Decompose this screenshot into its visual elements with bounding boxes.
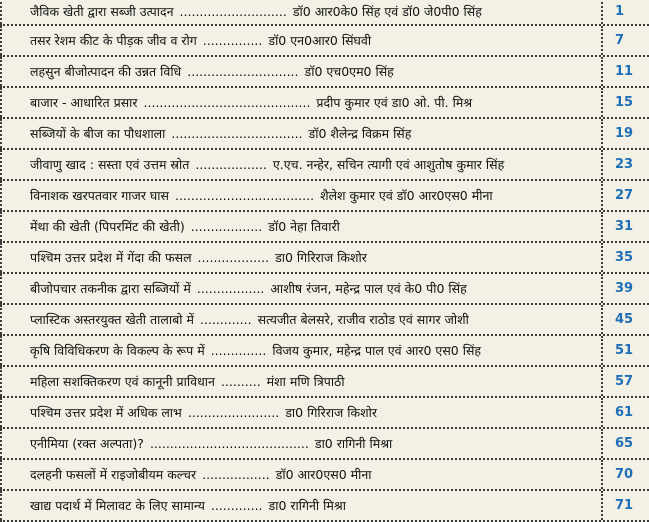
toc-entry bbox=[0, 26, 603, 55]
article-title: खाद्य पदार्थ में मिलावट के लिए सामान्य bbox=[30, 498, 205, 513]
article-author: ए.एच. नन्हेर, सचिन त्यागी एवं आशुतोष कुमार सिंह bbox=[272, 157, 505, 172]
article-title: पश्चिम उत्तर प्रदेश में अधिक लाभ bbox=[30, 405, 182, 420]
article-author: प्रदीप कुमार एवं डा0 ओ. पी. मिश्र bbox=[316, 95, 473, 110]
toc-row bbox=[0, 491, 649, 522]
page-number: 19 bbox=[615, 126, 634, 141]
toc-row bbox=[0, 305, 649, 336]
dot-leader: ....................... bbox=[187, 405, 280, 420]
page-number: 65 bbox=[615, 436, 634, 451]
page-number: 71 bbox=[615, 498, 634, 513]
toc-row bbox=[0, 119, 649, 150]
article-title: प्लास्टिक अस्तरयुक्त खेती तालाबो में bbox=[30, 312, 194, 327]
toc-row bbox=[0, 336, 649, 367]
article-title: लहसुन बीजोत्पादन की उन्नत विधि bbox=[30, 64, 182, 79]
article-author: डा0 गिरिराज किशोर bbox=[285, 405, 377, 420]
toc-entry bbox=[0, 367, 603, 396]
toc-entry bbox=[0, 305, 603, 334]
dot-leader: .............. bbox=[210, 343, 267, 358]
article-author: डॉ0 एच0एम0 सिंह bbox=[304, 64, 394, 79]
dot-leader: ............... bbox=[202, 33, 263, 48]
dot-leader: ................. bbox=[202, 467, 270, 482]
toc-row bbox=[0, 367, 649, 398]
page-number: 7 bbox=[615, 33, 625, 48]
toc-entry bbox=[0, 429, 603, 458]
article-author: डा0 रागिनी मिश्रा bbox=[268, 498, 346, 513]
article-title: दलहनी फसलों में राइजोबीयम कल्चर bbox=[30, 467, 197, 482]
article-author: विजय कुमार, महेन्द्र पाल एवं आर0 एस0 सिंह bbox=[272, 343, 482, 358]
toc-entry bbox=[0, 57, 603, 86]
article-title: पश्चिम उत्तर प्रदेश में गेंदा की फसल bbox=[30, 250, 192, 265]
article-title: जैविक खेती द्वारा सब्जी उत्पादन bbox=[30, 4, 174, 19]
article-author: सत्यजीत बेलसरे, राजीव राठोड एवं सागर जोशी bbox=[257, 312, 469, 327]
page-number: 15 bbox=[615, 95, 634, 110]
dot-leader: ................................... bbox=[174, 188, 315, 203]
dot-leader: .................. bbox=[197, 250, 270, 265]
article-author: शैलेश कुमार एवं डॉ0 आर0एस0 मीना bbox=[320, 188, 493, 203]
toc-entry bbox=[0, 460, 603, 489]
article-title: तसर रेशम कीट के पीड़क जीव व रोग bbox=[30, 33, 197, 48]
dot-leader: .......................................... bbox=[143, 95, 311, 110]
toc-row bbox=[0, 398, 649, 429]
page-number: 23 bbox=[615, 157, 634, 172]
page-number: 31 bbox=[615, 219, 634, 234]
dot-leader: .................. bbox=[190, 219, 263, 234]
article-author: डॉ0 आर0एस0 मीना bbox=[275, 467, 372, 482]
article-title: बीजोपचार तकनीक द्वारा सब्जियों में bbox=[30, 281, 191, 296]
article-author: डॉ0 शैलेन्द्र विक्रम सिंह bbox=[308, 126, 412, 141]
toc-row bbox=[0, 429, 649, 460]
toc-entry bbox=[0, 181, 603, 210]
dot-leader: ........................................ bbox=[149, 436, 309, 451]
page-number: 39 bbox=[615, 281, 634, 296]
page-number: 57 bbox=[615, 374, 634, 389]
toc-row bbox=[0, 26, 649, 57]
toc-entry bbox=[0, 274, 603, 303]
article-title: सब्जियों के बीज का पौधशाला bbox=[30, 126, 166, 141]
toc-entry bbox=[0, 0, 603, 24]
article-author: डा0 गिरिराज किशोर bbox=[275, 250, 367, 265]
toc-row bbox=[0, 212, 649, 243]
dot-leader: ............................ bbox=[187, 64, 299, 79]
toc-entry bbox=[0, 398, 603, 427]
article-author: डॉ0 नेहा तिवारी bbox=[268, 219, 340, 234]
article-author: डा0 रागिनी मिश्रा bbox=[314, 436, 393, 451]
toc-row bbox=[0, 181, 649, 212]
dot-leader: ................................. bbox=[171, 126, 303, 141]
toc-row bbox=[0, 243, 649, 274]
page-number: 61 bbox=[615, 405, 634, 420]
page-number: 70 bbox=[615, 467, 634, 482]
article-title: मेंथा की खेती (पिपरमिंट की खेती) bbox=[30, 219, 185, 234]
article-title: एनीमिया (रक्त अल्पता)? bbox=[30, 436, 144, 451]
page-number: 35 bbox=[615, 250, 634, 265]
toc-row bbox=[0, 460, 649, 491]
toc-entry bbox=[0, 150, 603, 179]
dot-leader: ............. bbox=[210, 498, 263, 513]
article-title: जीवाणु खाद : सस्ता एवं उत्तम स्रोत bbox=[30, 157, 190, 172]
article-author: मंशा मणि त्रिपाठी bbox=[266, 374, 345, 389]
page-number: 27 bbox=[615, 188, 634, 203]
toc-entry bbox=[0, 491, 603, 520]
toc-entry bbox=[0, 243, 603, 272]
article-title: बाजार - आधारित प्रसार bbox=[30, 95, 138, 110]
page-number: 45 bbox=[615, 312, 634, 327]
dot-leader: ................. bbox=[196, 281, 265, 296]
toc-row bbox=[0, 274, 649, 305]
dot-leader: .......... bbox=[220, 374, 261, 389]
article-author: आशीष रंजन, महेन्द्र पाल एवं के0 पी0 सिंह bbox=[270, 281, 467, 296]
page-number: 51 bbox=[615, 343, 634, 358]
article-title: कृषि विविधिकरण के विकल्प के रूप में bbox=[30, 343, 205, 358]
toc-row bbox=[0, 57, 649, 88]
article-author: डॉ0 आर0के0 सिंह एवं डॉ0 जे0पी0 सिंह bbox=[292, 4, 482, 19]
dot-leader: ............. bbox=[199, 312, 252, 327]
article-title: महिला सशक्तिकरण एवं कानूनी प्राविधान bbox=[30, 374, 215, 389]
toc-entry bbox=[0, 119, 603, 148]
toc-row bbox=[0, 150, 649, 181]
toc-entry bbox=[0, 336, 603, 365]
toc-entry bbox=[0, 88, 603, 117]
article-author: डॉ0 एन0आर0 सिंघवी bbox=[268, 33, 372, 48]
toc-row bbox=[0, 88, 649, 119]
dot-leader: ........................... bbox=[179, 4, 287, 19]
page-number: 11 bbox=[615, 64, 634, 79]
toc-entry bbox=[0, 212, 603, 241]
page-number: 1 bbox=[615, 4, 625, 19]
article-title: विनाशक खरपतवार गाजर घास bbox=[30, 188, 169, 203]
dot-leader: .................. bbox=[195, 157, 267, 172]
toc-row bbox=[0, 0, 649, 26]
